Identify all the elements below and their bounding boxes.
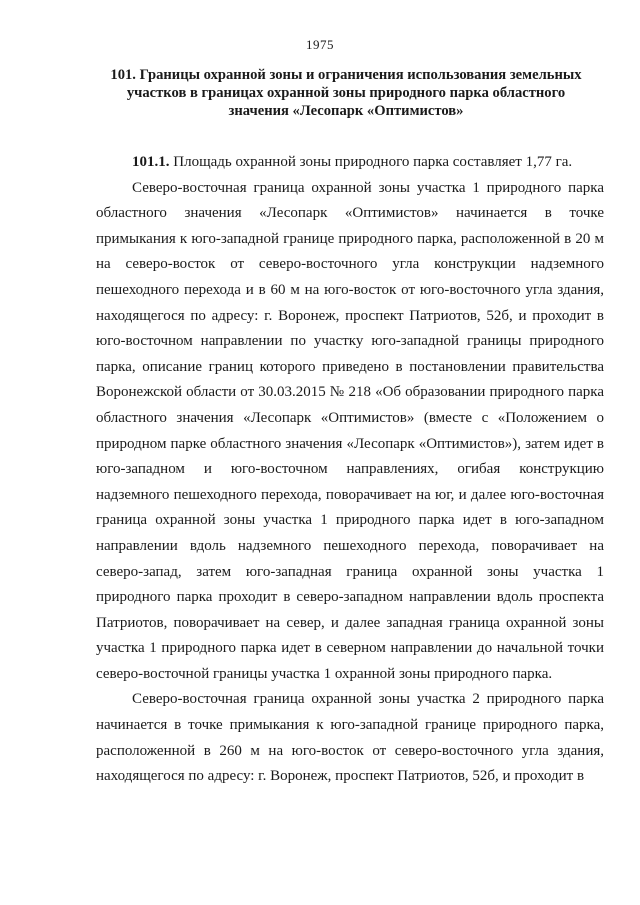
section-number: 101.1. — [132, 154, 170, 170]
body-text — [96, 150, 604, 790]
paragraph-2: Северо-восточная граница охранной зоны участка 2 природного парка начинается в точке примыкания к юго-западной границе природного парка, расположенной в 260 м на юго-восток от северо-восточного угла здания, находящегося по адресу: г. Воронеж, проспект Патриотов, 52б, и проходит в — [96, 691, 604, 785]
section-paragraph — [96, 150, 604, 176]
page-number: 1975 — [306, 37, 334, 52]
section-title: 101. Границы охранной зоны и ограничения использования земельных участков в границах охранной зоны природного парка областного значения «Лесопарк «Оптимистов» — [110, 67, 582, 119]
paragraph-1: Северо-восточная граница охранной зоны участка 1 природного парка областного значения «Лесопарк «Оптимистов» начинается в точке примыкания к юго-западной границе природного парка, расположенной в 20 м на северо-восток от северо-восточного угла конструкции надземного пешеходного перехода и в 60 м на юго-восток от юго-восточного угла здания, находящегося по адресу: г. Воронеж, проспект Патриотов, 52б, и проходит в юго-восточном направлении по участку юго-западной границы природного парка, описание границ которого приведено в постановлении правительства Воронежской области от 30.03.2015 № 218 «Об образовании природного парка областного значения «Лесопарк «Оптимистов» (вместе с «Положением о природном парке областного значения «Лесопарк «Оптимистов»), затем идет в юго-западном и юго-восточном направлениях, огибая конструкцию надземного пешеходного перехода, поворачивает на юг, и далее юго-восточная граница охранной зоны участка 1 природного парка идет в юго-западном направлении вдоль надземного пешеходного перехода, поворачивает на северо-запад, затем юго-западная граница охранной зоны участка 1 природного парка проходит в северо-западном направлении вдоль проспекта Патриотов, поворачивает на север, и далее западная граница охранной зоны участка 1 природного парка идет в северном направлении до начальной точки северо-восточной границы участка 1 охранной зоны природного парка. — [96, 179, 604, 682]
section-text: Площадь охранной зоны природного парка составляет 1,77 га. — [169, 154, 573, 170]
